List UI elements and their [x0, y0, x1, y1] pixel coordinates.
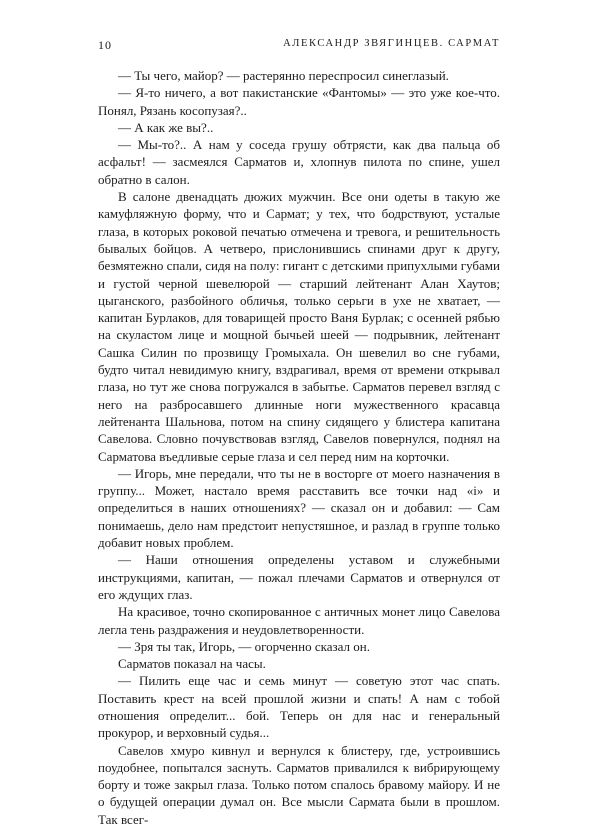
paragraph: — Игорь, мне передали, что ты не в восторге от моего назначения в группу... Может, настало время расставить все точки над «i» и определиться в наших отношениях? — сказал он и добавил: — Сам понимаешь, дело нам предстоит непустяшное, и разлад в группе только добавит новых проблем. [98, 465, 500, 551]
paragraph: Савелов хмуро кивнул и вернулся к блистеру, где, устроившись поудобнее, попытался заснуть. Сарматов привалился к вибрирующему борту и тоже закрыл глаза. Только потом спалось бравому майору. И не о будущей операции думал он. Все мысли Сармата были в прошлом. Так всег- [98, 742, 500, 827]
paragraph: В салоне двенадцать дюжих мужчин. Все они одеты в такую же камуфляжную форму, что и Сармат; у тех, что бодрствуют, усталые глаза, в которых роковой печатью отмечена и тревога, и решительность бывалых бойцов. А четверо, прислонившись спинами друг к другу, безмятежно спали, сидя на полу: гигант с детскими припухлыми губами и густой черной шевелюрой — старший лейтенант Алан Хаутов; цыганского, разбойного обличья, только серьги в ухе не хватает, — капитан Бурлаков, для товарищей просто Ваня Бурлак; с осенней рябью на скуластом лице и мощной бычьей шеей — подрывник, лейтенант Сашка Силин по прозвищу Громыхала. Он шевелил во сне губами, будто читал невидимую книгу, вздрагивал, время от времени открывал глаза, но тут же снова погружался в забытье. Сарматов перевел взгляд с него на разбросавшего длинные ноги мужественного красавца лейтенанта Шальнова, потом на спину сидящего у блистера капитана Савелова. Словно почувствовав взгляд, Савелов повернулся, поднял на Сарматова въедливые серые глаза и сел перед ним на корточки. [98, 189, 500, 464]
paragraph: На красивое, точно скопированное с античных монет лицо Савелова легла тень раздражения и неудовлетворенности. [98, 604, 500, 637]
page-number: 10 [98, 38, 112, 52]
paragraph: — Ты чего, майор? — растерянно переспросил синеглазый. [118, 68, 449, 83]
paragraph: — Мы-то?.. А нам у соседа грушу обтрясти, как два пальца об асфальт! — засмеялся Сарматов и, хлопнув пилота по спине, ушел обратно в салон. [98, 137, 500, 187]
paragraph: Сарматов показал на часы. [118, 656, 266, 672]
paragraph: — Пилить еще час и семь минут — советую этот час спать. Поставить крест на всей прошлой жизни и спать! А нам с тобой отношения определит... бой. Теперь он для нас и генеральный прокурор, и верховный судья... [98, 673, 500, 741]
paragraph: — Я-то ничего, а вот пакистанские «Фантомы» — это уже кое-что. Понял, Рязань косопузая?.. [98, 85, 500, 118]
paragraph: — Наши отношения определены уставом и служебными инструкциями, капитан, — пожал плечами Сарматов и отвернулся от его ждущих глаз. [98, 552, 500, 602]
paragraph: — Зря ты так, Игорь, — огорченно сказал он. [118, 638, 370, 654]
body-text [98, 67, 500, 828]
paragraph: — А как же вы?.. [118, 119, 214, 135]
running-title: АЛЕКСАНДР ЗВЯГИНЦЕВ. САРМАТ [283, 38, 500, 49]
page-header [98, 38, 500, 56]
